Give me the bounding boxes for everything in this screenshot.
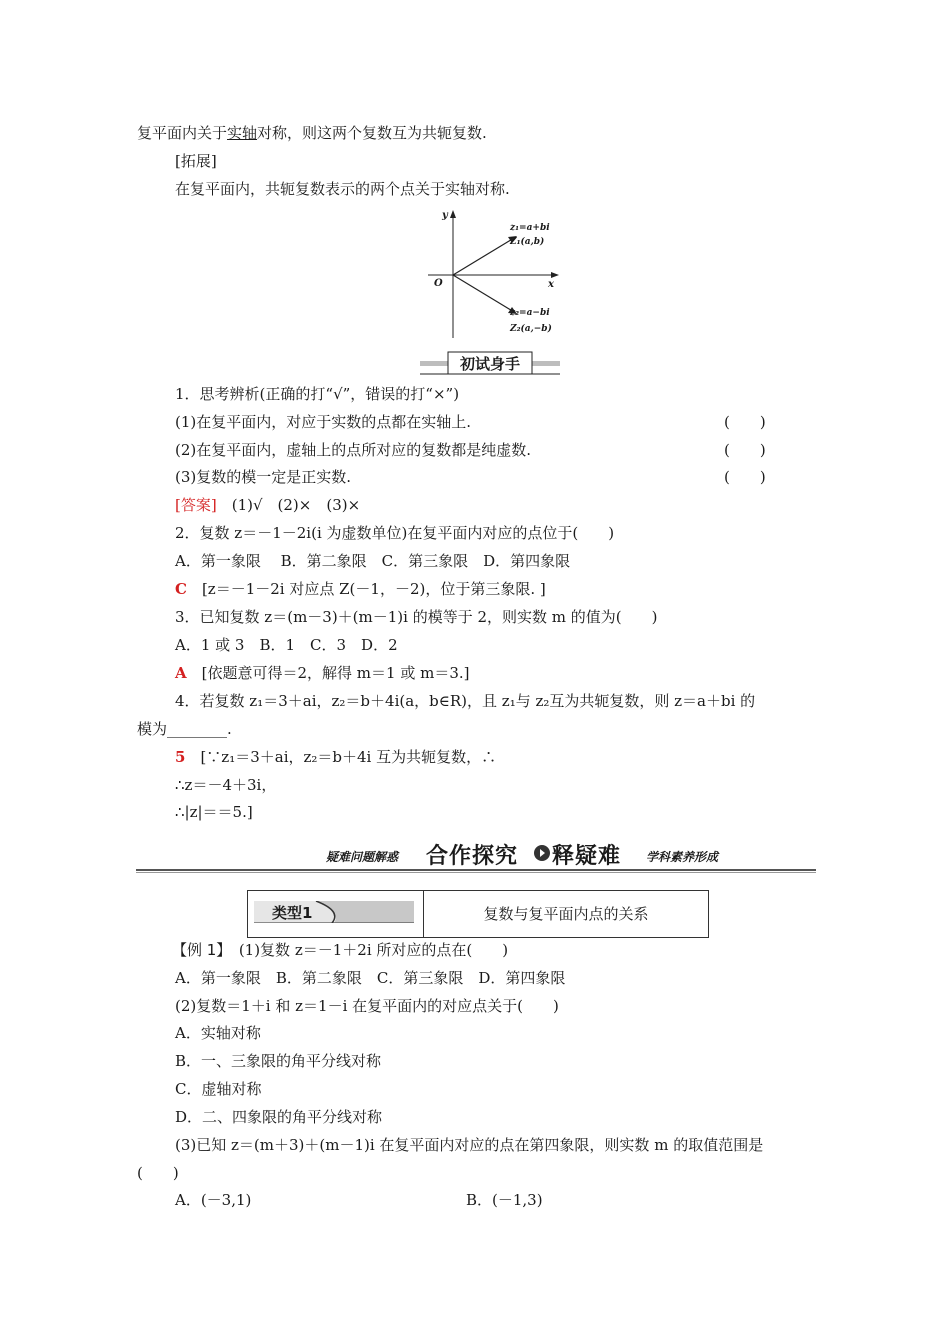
option-c: C．虚轴对称 [175,1080,262,1098]
section-left-text: 疑难问题解惑 [326,850,399,864]
example-1-part1-options: A．第一象限 B．第二象限 C．第三象限 D．第四象限 [175,969,566,987]
z1-vector [453,238,514,275]
type-label: 类型1 [272,904,313,922]
section-right-text: 学科素养形成 [646,850,719,864]
q3-stem: 3．已知复数 z＝(m－3)＋(m－1)i 的模等于 2，则实数 m 的值为( ) [175,608,658,626]
example-1-part2: (2)复数＝1＋i 和 z＝1－i 在复平面内的对应点关于( ) [175,997,559,1015]
y-axis-label: y [442,210,448,221]
answer-blank: ( ) [724,468,766,486]
origin-label: O [434,278,443,289]
answer-letter: A [175,664,187,682]
section-arrow-icon [534,845,550,861]
answer-letter: 5 [175,748,186,766]
q1-answer: [答案] (1)√ (2)× (3)× [175,496,361,514]
z2-equation: z₂=a−bi [510,308,550,318]
answer-blank: ( ) [137,1164,179,1182]
option-a: A．实轴对称 [175,1024,261,1042]
q2-answer: C [z＝－1－2i 对应点 Z(－1，－2)，位于第三象限. ] [175,580,546,598]
section-header [136,838,816,874]
try-it-banner [420,350,560,376]
q4-answer: 5 [∵z₁＝3＋ai，z₂＝b＋4i 互为共轭复数，∴ [175,748,497,766]
option-d: D．二、四象限的角平分线对称 [175,1108,383,1126]
option-b: B．(－1,3) [466,1191,543,1209]
answer-blank: ( ) [724,413,766,431]
q2-stem: 2．复数 z＝－1－2i(i 为虚数单位)在复平面内对应的点位于( ) [175,524,615,542]
extension-label: [拓展] [175,152,217,170]
q1-item-2: (2)在复平面内，虚轴上的点所对应的复数都是纯虚数. [175,441,532,459]
type-tab [254,901,414,923]
intro-line: 复平面内关于实轴对称，则这两个复数互为共轭复数. [137,124,487,142]
option-a: A．(－3,1) [175,1191,252,1209]
q1-stem: 1．思考辨析(正确的打“√”，错误的打“×”) [175,385,460,403]
q1-item-3: (3)复数的模一定是正实数. [175,468,352,486]
example-1-stem: 【例 1】 (1)复数 z＝－1＋2i 所对应的点在( ) [172,941,509,959]
q2-options: A．第一象限 B．第二象限 C．第三象限 D．第四象限 [175,552,571,570]
z1-equation: z₁=a+bi [510,223,550,233]
x-axis-label: x [548,279,554,290]
type-box [247,890,709,938]
extension-text: 在复平面内，共轭复数表示的两个点关于实轴对称. [175,180,510,198]
answer-label: [答案] [175,496,217,514]
banner-title: 初试身手 [459,355,520,373]
q4-answer-line3: ∴|z|＝＝5.] [175,803,253,821]
section-title-a: 合作探究 [426,844,519,869]
answer-letter: C [175,580,187,598]
z2-vector [453,275,514,312]
q1-item-1: (1)在复平面内，对应于实数的点都在实轴上. [175,413,472,431]
q3-options: A．1 或 3 B．1 C．3 D．2 [175,636,398,654]
section-title-b: 释疑难 [552,844,622,869]
answer-blank: ( ) [724,441,766,459]
type-title: 复数与复平面内点的关系 [483,905,649,923]
z1-point: Z₁(a,b) [510,237,545,247]
example-1-part3: (3)已知 z＝(m＋3)＋(m－1)i 在复平面内对应的点在第四象限，则实数 m 的取值范围是 [175,1136,764,1154]
example-label: 【例 1】 [172,941,224,959]
conjugate-diagram [420,208,560,343]
q4-stem-cont: 模为________. [137,720,232,738]
z2-point: Z₂(a,−b) [510,324,552,334]
y-arrow-icon [450,210,456,218]
q3-answer: A [依题意可得＝2，解得 m＝1 或 m＝3.] [175,664,470,682]
option-b: B．一、三象限的角平分线对称 [175,1052,382,1070]
x-arrow-icon [551,272,559,278]
q4-answer-line2: ∴z＝－4＋3i， [175,776,277,794]
q4-stem: 4．若复数 z₁＝3＋ai，z₂＝b＋4i(a，b∈R)，且 z₁与 z₂互为共轭复数，则 z＝a＋bi 的 [175,692,756,710]
